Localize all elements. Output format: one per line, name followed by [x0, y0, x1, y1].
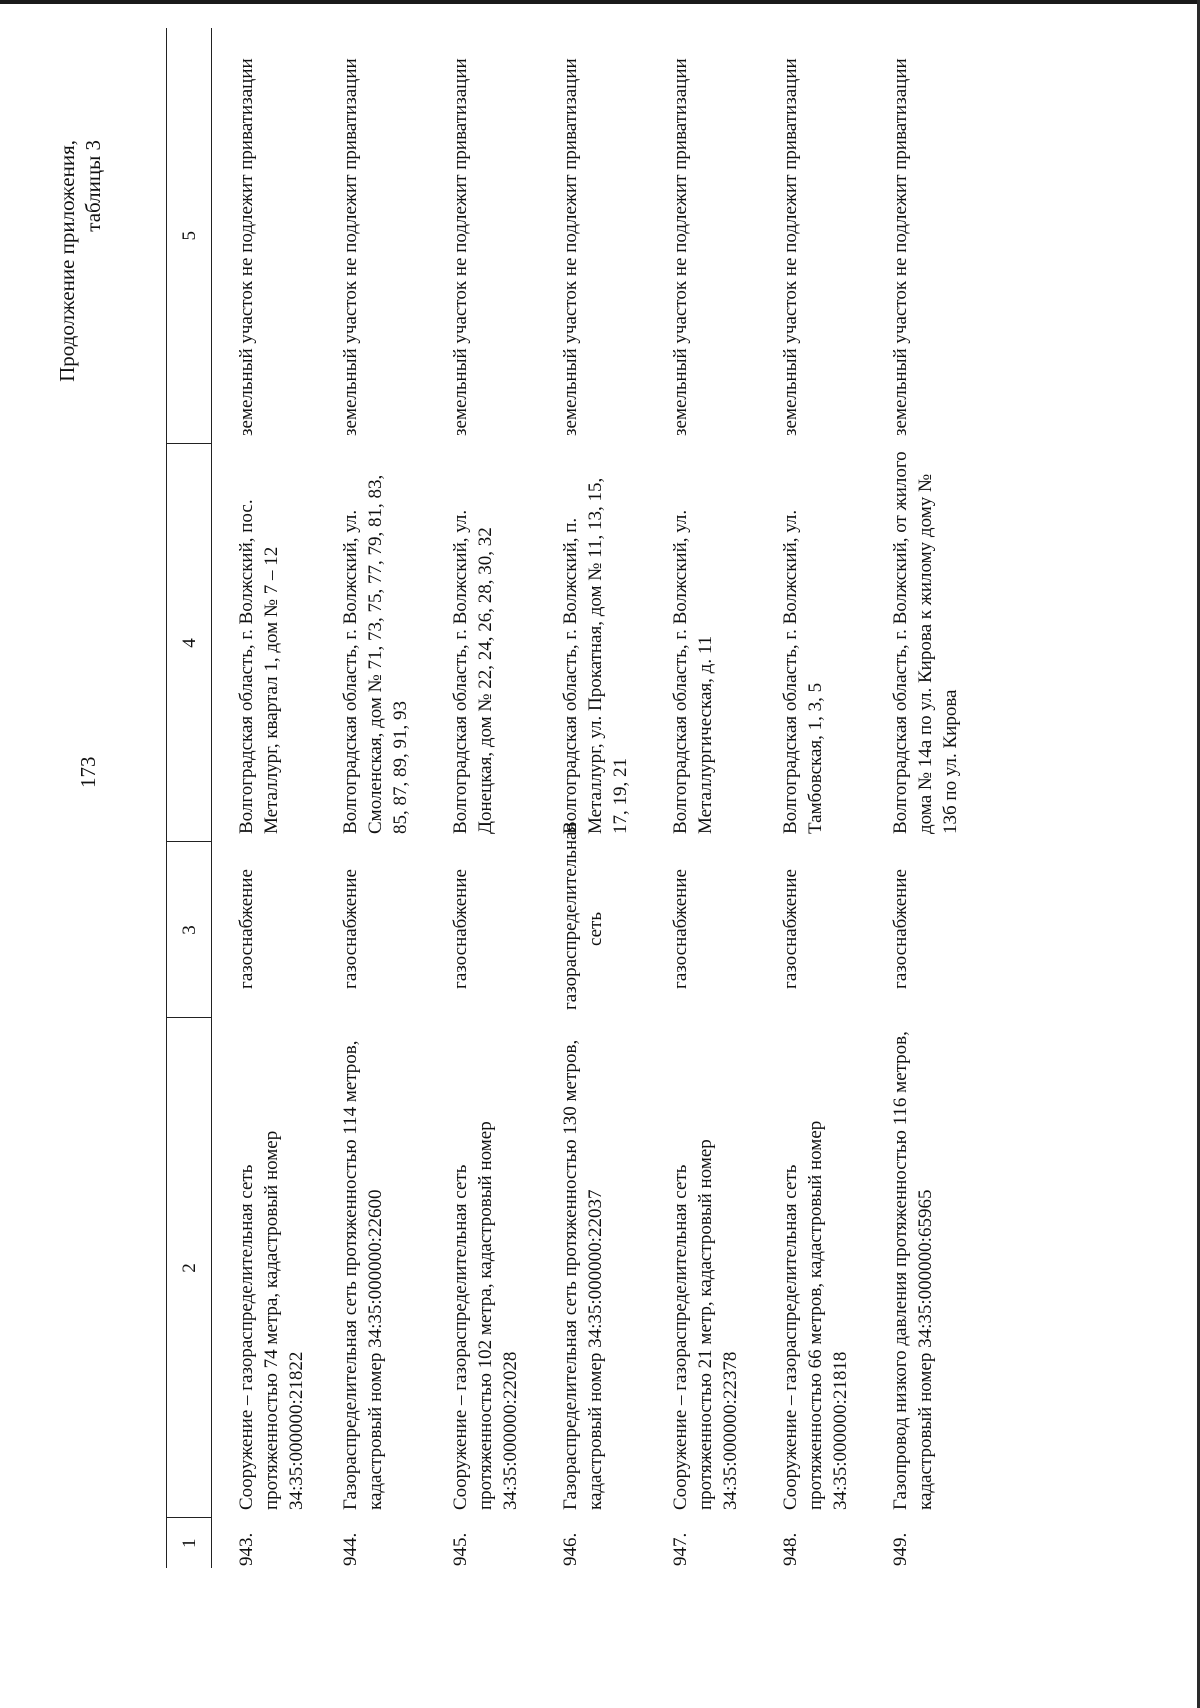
table-row — [442, 28, 552, 1568]
table-row — [772, 28, 882, 1568]
object-name: Сооружение – газораспределительная сеть протяженностью 74 метра, кадастровый номер 34:35:000000:21822 — [236, 1130, 307, 1510]
object-note: земельный участок не подлежит приватизации — [236, 58, 257, 436]
column-header-2: 2 — [167, 1018, 212, 1518]
table-row — [662, 28, 772, 1568]
object-name: Газораспределительная сеть протяженностью 114 метров, кадастровый номер 34:35:000000:22600 — [340, 1040, 386, 1510]
row-number: 946. — [560, 1532, 581, 1566]
object-purpose: газораспределительная сеть — [560, 822, 606, 1010]
column-header-5: 5 — [167, 28, 212, 444]
object-address: Волгоградская область, г. Волжский, ул. Смоленская, дом № 71, 73, 75, 77, 79, 81, 83, 85, 87, 89, 91, 93 — [340, 474, 411, 834]
table-row — [332, 28, 442, 1568]
column-header-1: 1 — [167, 1518, 212, 1568]
row-number: 948. — [780, 1532, 801, 1566]
object-note: земельный участок не подлежит приватизации — [780, 58, 801, 436]
object-name: Сооружение – газораспределительная сеть протяженностью 21 метр, кадастровый номер 34:35:000000:22378 — [670, 1139, 741, 1510]
table-row — [212, 28, 333, 1568]
row-number: 947. — [670, 1532, 691, 1566]
object-address: Волгоградская область, г. Волжский, пос. Металлург, квартал 1, дом № 7 – 12 — [236, 499, 282, 834]
object-name: Сооружение – газораспределительная сеть протяженностью 66 метров, кадастровый номер 34:35:000000:21818 — [780, 1120, 851, 1510]
page-number: 173 — [76, 756, 100, 788]
object-note: земельный участок не подлежит приватизации — [450, 58, 471, 436]
table-header-row — [167, 28, 212, 1568]
row-number: 949. — [890, 1532, 911, 1566]
object-name: Сооружение – газораспределительная сеть протяженностью 102 метра, кадастровый номер 34:35:000000:22028 — [450, 1121, 521, 1510]
object-note: земельный участок не подлежит приватизации — [560, 58, 581, 436]
object-name: Газораспределительная сеть протяженностью 130 метров, кадастровый номер 34:35:000000:22037 — [560, 1039, 606, 1510]
object-note: земельный участок не подлежит приватизации — [340, 58, 361, 436]
object-purpose: газоснабжение — [670, 869, 691, 989]
object-purpose: газоснабжение — [780, 869, 801, 989]
row-number: 943. — [236, 1532, 257, 1566]
property-table — [166, 28, 992, 1568]
row-number: 945. — [450, 1532, 471, 1566]
object-note: земельный участок не подлежит приватизации — [670, 58, 691, 436]
table-row — [552, 28, 662, 1568]
object-name: Газопровод низкого давления протяженностью 116 метров, кадастровый номер 34:35:000000:65965 — [890, 1031, 936, 1510]
object-address: Волгоградская область, г. Волжский, п. Металлург, ул. Прокатная, дом № 11, 13, 15, 17, 19, 21 — [560, 477, 631, 834]
object-purpose: газоснабжение — [450, 869, 471, 989]
object-purpose: газоснабжение — [236, 869, 257, 989]
object-address: Волгоградская область, г. Волжский, ул. Тамбовская, 1, 3, 5 — [780, 509, 826, 834]
table-row — [882, 28, 992, 1568]
object-purpose: газоснабжение — [340, 869, 361, 989]
continuation-note — [54, 140, 106, 382]
object-address: Волгоградская область, г. Волжский, ул. Донецкая, дом № 22, 24, 26, 28, 30, 32 — [450, 509, 496, 834]
continuation-line-2: таблицы 3 — [81, 140, 105, 232]
column-header-3: 3 — [167, 842, 212, 1018]
object-purpose: газоснабжение — [890, 869, 911, 989]
continuation-line-1: Продолжение приложения, — [55, 140, 79, 382]
column-header-4: 4 — [167, 444, 212, 842]
object-address: Волгоградская область, г. Волжский, ул. Металлургическая, д. 11 — [670, 509, 716, 834]
row-number: 944. — [340, 1532, 361, 1566]
object-note: земельный участок не подлежит приватизации — [890, 58, 911, 436]
object-address: Волгоградская область, г. Волжский, от жилого дома № 14а по ул. Кирова к жилому дому № 13б по ул. Кирова — [890, 451, 961, 834]
